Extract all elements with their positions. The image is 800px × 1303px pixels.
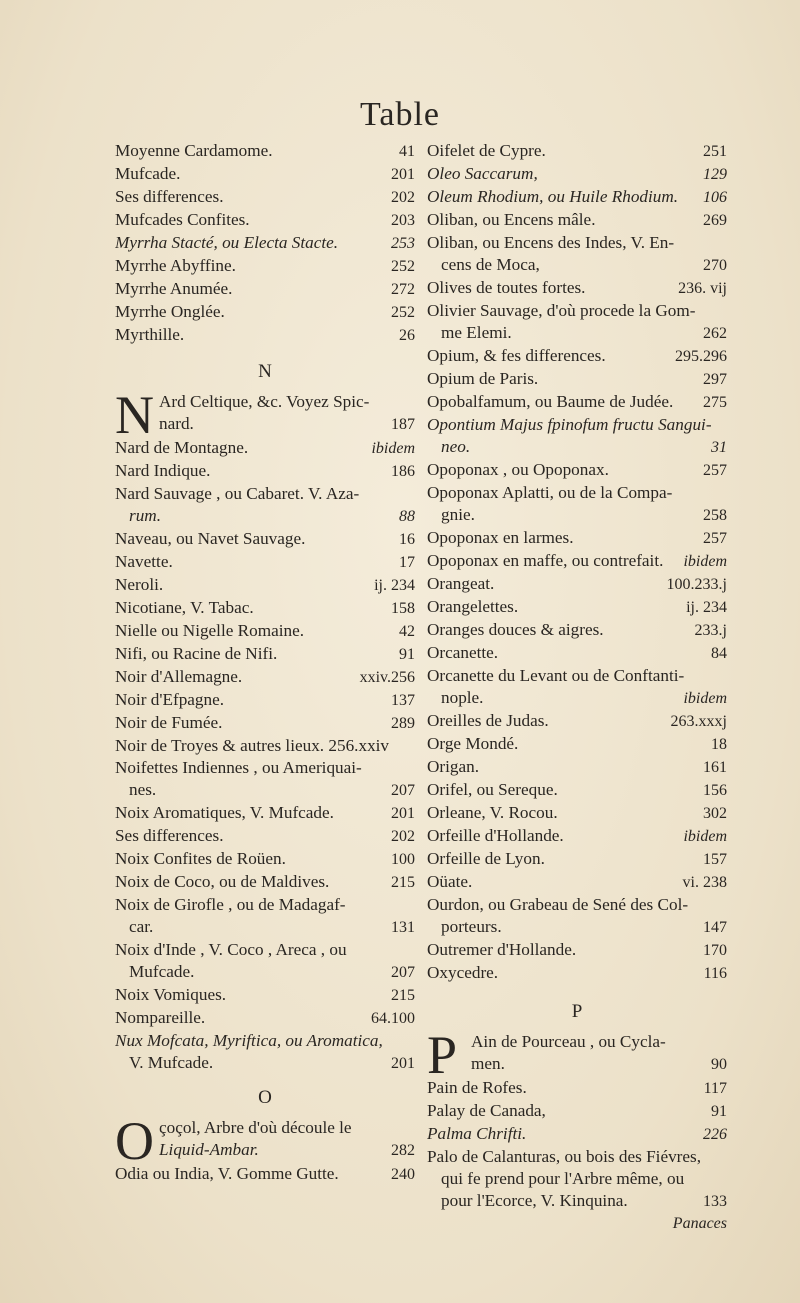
entry-text: Orifel, ou Sereque. (427, 780, 558, 799)
entry-text: Mufcades Confites. (115, 210, 250, 229)
entry-text: Nard de Montagne. (115, 438, 249, 457)
index-entry (427, 550, 727, 573)
entry-text: Oxycedre. (427, 963, 499, 982)
entry-text: Ses differences. (115, 187, 224, 206)
entry-page: 133 (703, 1193, 727, 1210)
entry-text: me Elemi. (441, 323, 512, 342)
entry-text: Orcanette. (427, 643, 499, 662)
entry-text: Nard Sauvage , ou Cabaret. V. Aza- (115, 484, 360, 503)
entry-page: 186 (391, 463, 415, 480)
entry-page: 106 (703, 189, 727, 206)
entry-page: 157 (703, 851, 727, 868)
entry-text: Palay de Canada, (427, 1101, 546, 1120)
index-entry (427, 802, 727, 825)
entry-page: 26 (399, 327, 415, 344)
entry-text: Orcanette du Levant ou de Conftanti- (427, 666, 685, 685)
index-entry (427, 733, 727, 756)
entry-text: Nielle ou Nigelle Romaine. (115, 621, 305, 640)
index-entry (427, 1077, 727, 1100)
index-entry (427, 619, 727, 642)
entry-text: Oüate. (427, 872, 473, 891)
entry-text: Opium, & fes differences. (427, 346, 606, 365)
index-entry (427, 939, 727, 962)
entry-text: Origan. (427, 757, 480, 776)
entry-page: ibidem (371, 440, 415, 457)
entry-text: Opoponax , ou Opoponax. (427, 460, 609, 479)
entry-text: Noix d'Inde , V. Coco , Areca , ou (115, 940, 347, 959)
entry-page: 251 (703, 143, 727, 160)
entry-text: Neroli. (115, 575, 164, 594)
index-entry (427, 894, 727, 916)
entry-page: 236. vij (678, 280, 727, 297)
index-entry (427, 300, 727, 322)
entry-page: 289 (391, 715, 415, 732)
entry-page: ibidem (683, 553, 727, 570)
index-entry (115, 689, 415, 712)
entry-page: 64.100 (371, 1010, 415, 1027)
index-entry (115, 1007, 415, 1030)
dropcap-o: O (115, 1111, 154, 1171)
entry-page: vi. 238 (682, 874, 727, 891)
index-entry (115, 757, 415, 779)
entry-page: 215 (391, 874, 415, 891)
index-entry (115, 437, 415, 460)
index-entry (115, 483, 415, 505)
entry-text: Myrthille. (115, 325, 185, 344)
index-entry (427, 1190, 727, 1213)
entry-text: porteurs. (441, 917, 502, 936)
entry-page: ij. 234 (374, 577, 415, 594)
index-entry (427, 368, 727, 391)
index-entry (115, 961, 415, 984)
entry-page: 202 (391, 828, 415, 845)
entry-page: 116 (703, 965, 727, 982)
entry-text: Oleum Rhodium, ou Huile Rhodium. (427, 187, 679, 206)
entry-page: 302 (703, 805, 727, 822)
index-entry: Ard Celtique, &c. Voyez Spic- (159, 392, 370, 411)
index-entry: nard. 187 (159, 414, 415, 433)
entry-page: 252 (391, 258, 415, 275)
index-entry (115, 643, 415, 666)
entry-page: 202 (391, 189, 415, 206)
section-letter-o: O (258, 1087, 272, 1108)
entry-text: qui fe prend pour l'Arbre même, ou (441, 1169, 685, 1188)
entry-text: Nicotiane, V. Tabac. (115, 598, 254, 617)
entry-text: Olives de toutes fortes. (427, 278, 586, 297)
entry-page: 156 (703, 782, 727, 799)
entry-text: Noix Confites de Roüen. (115, 849, 286, 868)
entry-page: 91 (399, 646, 415, 663)
entry-page: 207 (391, 782, 415, 799)
index-entry (115, 779, 415, 802)
entry-page: 91 (711, 1103, 727, 1120)
entry-page: 233.j (694, 622, 727, 639)
index-entry (115, 278, 415, 301)
left-column (115, 140, 415, 1186)
entry-page: 252 (391, 304, 415, 321)
entry-page: 272 (391, 281, 415, 298)
index-entry (115, 1052, 415, 1075)
page-title: Table (359, 96, 441, 133)
index-entry (115, 735, 415, 757)
entry-page: 275 (703, 394, 727, 411)
entry-page: 258 (703, 507, 727, 524)
index-entry (427, 665, 727, 687)
entry-page: 253 (391, 235, 415, 252)
entry-text: Noifettes Indiennes , ou Ameriquai- (115, 758, 362, 777)
entry-text: Nompareille. (115, 1008, 206, 1027)
entry-page: 262 (703, 325, 727, 342)
entry-page: 201 (391, 805, 415, 822)
entry-text: Noir d'Efpagne. (115, 690, 225, 709)
entry-page: 17 (399, 554, 415, 571)
entry-text: Nard Indique. (115, 461, 211, 480)
entry-page: 207 (391, 964, 415, 981)
entry-text: Myrrhe Abyffine. (115, 256, 236, 275)
entry-text: V. Mufcade. (129, 1053, 214, 1072)
index-entry (115, 597, 415, 620)
entry-page: 16 (399, 531, 415, 548)
index-entry (427, 573, 727, 596)
index-entry (427, 436, 727, 459)
entry-page: 257 (703, 462, 727, 479)
section-p-first-entry (427, 1025, 727, 1085)
index-entry (115, 1030, 415, 1052)
index-entry (427, 209, 727, 232)
entry-text: Oreilles de Judas. (427, 711, 549, 730)
index-entry (115, 825, 415, 848)
entry-text: Pain de Rofes. (427, 1078, 527, 1097)
catchword: Panaces (672, 1215, 727, 1232)
entry-text: Outremer d'Hollande. (427, 940, 577, 959)
entry-text: Ourdon, ou Grabeau de Sené des Col- (427, 895, 689, 914)
entry-page: 263.xxxj (670, 713, 727, 730)
entry-text: Oranges douces & aigres. (427, 620, 604, 639)
section-n-first-entry (115, 385, 415, 445)
index-entry (427, 163, 727, 186)
entry-text: Myrrhe Onglée. (115, 302, 225, 321)
index-entry (427, 232, 727, 254)
dropcap-p: P (427, 1025, 458, 1085)
entry-text: Opium de Paris. (427, 369, 539, 388)
index-entry (427, 1123, 727, 1146)
entry-text: Odia ou India, V. Gomme Gutte. (115, 1164, 339, 1183)
entry-page: 100 (391, 851, 415, 868)
entry-page: 131 (391, 919, 415, 936)
index-entry (115, 232, 415, 255)
entry-text: Noir de Fumée. (115, 713, 223, 732)
index-entry (115, 894, 415, 916)
entry-text: Orfeille d'Hollande. (427, 826, 564, 845)
entry-page: 117 (703, 1080, 727, 1097)
entry-text: Myrrhe Anumée. (115, 279, 233, 298)
index-entry: Liquid-Ambar. 282 (159, 1140, 415, 1159)
section-letter-p: P (571, 1001, 583, 1022)
entry-page: 31 (711, 439, 727, 456)
entry-text: Moyenne Cardamome. (115, 141, 273, 160)
index-entry: Ain de Pourceau , ou Cycla- (471, 1032, 666, 1051)
index-entry (427, 756, 727, 779)
entry-text: cens de Moca, (441, 255, 540, 274)
entry-page: 137 (391, 692, 415, 709)
entry-page: ij. 234 (686, 599, 727, 616)
entry-text: Opontium Majus fpinofum fructu Sangui- (427, 415, 712, 434)
index-entry (427, 642, 727, 665)
entry-text: Opoponax en maffe, ou contrefait. (427, 551, 664, 570)
index-entry (427, 962, 727, 985)
index-entry (115, 574, 415, 597)
index-entry (427, 254, 727, 277)
entry-text: Olivier Sauvage, d'où procede la Gom- (427, 301, 696, 320)
entry-page: 147 (703, 919, 727, 936)
index-entry (427, 527, 727, 550)
entry-page: 42 (399, 623, 415, 640)
entry-page: 41 (399, 143, 415, 160)
index-entry (427, 186, 727, 209)
right-column (427, 140, 727, 1235)
entry-page: 100.233.j (666, 576, 727, 593)
entry-text: Noir d'Allemagne. (115, 667, 243, 686)
index-entry (427, 277, 727, 300)
entry-text: Noix Aromatiques, V. Mufcade. (115, 803, 334, 822)
index-entry (427, 779, 727, 802)
index-entry (427, 504, 727, 527)
index-entry (115, 939, 415, 961)
entry-text: Navette. (115, 552, 173, 571)
entry-text: Orleane, V. Rocou. (427, 803, 558, 822)
entry-page: 84 (711, 645, 727, 662)
index-entry (115, 460, 415, 483)
index-entry (427, 871, 727, 894)
entry-page: ibidem (683, 828, 727, 845)
index-entry (427, 391, 727, 414)
entry-page: 129 (703, 166, 727, 183)
index-entry (427, 848, 727, 871)
index-entry: men. 90 (471, 1054, 727, 1073)
index-entry (427, 596, 727, 619)
index-entry (115, 551, 415, 574)
index-entry (427, 1100, 727, 1123)
index-entry (427, 916, 727, 939)
entry-page: 270 (703, 257, 727, 274)
entry-text: Orge Mondé. (427, 734, 519, 753)
entry-text: Orfeille de Lyon. (427, 849, 545, 868)
entry-text: gnie. (441, 505, 475, 524)
entry-text: rum. (129, 506, 161, 525)
index-entry (115, 209, 415, 232)
entry-text: Noix de Coco, ou de Maldives. (115, 872, 330, 891)
entry-text: Nifi, ou Racine de Nifi. (115, 644, 278, 663)
index-entry (115, 505, 415, 528)
index-entry (115, 871, 415, 894)
entry-page: ibidem (683, 690, 727, 707)
index-entry (115, 712, 415, 735)
entry-text: Nux Mofcata, Myriftica, ou Aromatica, (115, 1031, 383, 1050)
entry-text: Oleo Saccarum, (427, 164, 538, 183)
index-entry (115, 984, 415, 1007)
entry-text: Oliban, ou Encens des Indes, V. En- (427, 233, 675, 252)
index-entry (115, 666, 415, 689)
index-entry (427, 459, 727, 482)
entry-page: 215 (391, 987, 415, 1004)
index-entry (427, 710, 727, 733)
index-entry (115, 255, 415, 278)
entry-page: 170 (703, 942, 727, 959)
entry-page: 203 (391, 212, 415, 229)
section-letter-n: N (258, 361, 272, 382)
entry-text: neo. (441, 437, 471, 456)
index-entry (115, 163, 415, 186)
index-entry (427, 345, 727, 368)
entry-text: Myrrha Stacté, ou Electa Stacte. (115, 233, 339, 252)
index-entry (115, 186, 415, 209)
entry-page: 201 (391, 1055, 415, 1072)
dropcap-n: N (115, 385, 154, 445)
entry-text: Orangelettes. (427, 597, 519, 616)
entry-text: nople. (441, 688, 484, 707)
index-entry (115, 620, 415, 643)
section-o-first-entry (115, 1111, 415, 1171)
entry-text: nes. (129, 780, 157, 799)
index-entry (427, 140, 727, 163)
entry-text: Naveau, ou Navet Sauvage. (115, 529, 306, 548)
index-entry (115, 140, 415, 163)
index-entry (427, 1146, 727, 1168)
entry-text: Opoponax Aplatti, ou de la Compa- (427, 483, 673, 502)
index-entry (427, 322, 727, 345)
entry-text: Noir de Troyes & autres lieux. 256.xxiv (115, 736, 390, 755)
entry-page: 88 (399, 508, 415, 525)
entry-text: Mufcade. (129, 962, 195, 981)
entry-page: 18 (711, 736, 727, 753)
entry-text: Oifelet de Cypre. (427, 141, 546, 160)
index-entry (115, 802, 415, 825)
entry-text: car. (129, 917, 154, 936)
entry-text: Palma Chrifti. (427, 1124, 527, 1143)
index-entry (115, 916, 415, 939)
entry-text: Mufcade. (115, 164, 181, 183)
index-entry (427, 825, 727, 848)
entry-page: 161 (703, 759, 727, 776)
index-entry (427, 414, 727, 436)
entry-text: Noix de Girofle , ou de Madagaf- (115, 895, 346, 914)
index-entry (427, 1168, 727, 1190)
entry-text: Opoponax en larmes. (427, 528, 574, 547)
index-entry: çoçol, Arbre d'où découle le (159, 1118, 352, 1137)
index-entry (427, 482, 727, 504)
entry-text: Orangeat. (427, 574, 495, 593)
entry-text: Oliban, ou Encens mâle. (427, 210, 596, 229)
entry-page: 158 (391, 600, 415, 617)
entry-page: 226 (703, 1126, 727, 1143)
entry-page: 201 (391, 166, 415, 183)
index-entry (115, 528, 415, 551)
entry-page: 269 (703, 212, 727, 229)
index-entry (115, 848, 415, 871)
entry-text: Ses differences. (115, 826, 224, 845)
index-entry (427, 687, 727, 710)
entry-page: 257 (703, 530, 727, 547)
index-entry (115, 1163, 415, 1186)
entry-text: Noix Vomiques. (115, 985, 227, 1004)
entry-text: Palo de Calanturas, ou bois des Fiévres, (427, 1147, 702, 1166)
entry-page: 240 (391, 1166, 415, 1183)
index-entry (115, 301, 415, 324)
entry-text: pour l'Ecorce, V. Kinquina. (441, 1191, 628, 1210)
entry-page: xxiv.256 (359, 669, 415, 686)
entry-text: Opobalfamum, ou Baume de Judée. (427, 392, 674, 411)
entry-page: 297 (703, 371, 727, 388)
index-entry (115, 324, 415, 347)
entry-page: 295.296 (675, 348, 727, 365)
